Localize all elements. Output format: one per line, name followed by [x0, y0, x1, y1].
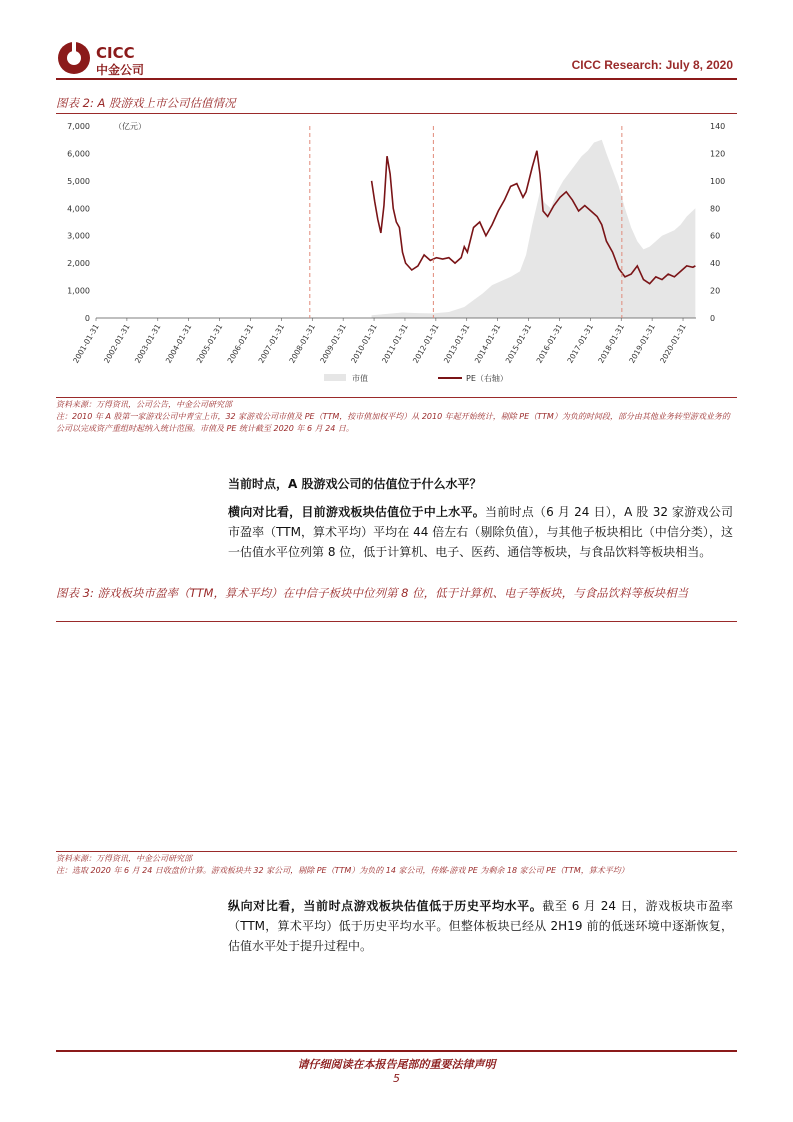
- x-tick-label: 2012-01-31: [410, 322, 441, 365]
- footer-divider: [56, 1050, 737, 1052]
- y-left-tick-label: 3,000: [67, 231, 90, 241]
- y-right-tick-label: 80: [710, 204, 721, 214]
- y-right-tick-label: 40: [710, 259, 721, 269]
- y-unit-label: （亿元）: [114, 122, 146, 131]
- x-tick-label: 2007-01-31: [256, 322, 287, 365]
- x-tick-label: 2005-01-31: [194, 322, 225, 365]
- figure3-title: 图表 3: 游戏板块市盈率（TTM，算术平均）在中信子板块中位列第 8 位，低于计算机、电子等板块，与食品饮料等板块相当: [56, 586, 689, 600]
- section-question: 当前时点，A 股游戏公司的估值位于什么水平？: [228, 477, 482, 491]
- y-left-tick-label: 6,000: [67, 149, 90, 159]
- figure3-title-rule: [56, 621, 737, 622]
- header-divider: [56, 78, 737, 80]
- paragraph-horizontal: [228, 502, 733, 562]
- paragraph-vertical-text: 截至 6 月 24 日，游戏板块市盈率（TTM，算术平均）低于历史平均水平。但整体板块已经从 2H19 前的低迷环境中逐渐恢复，估值水平处于提升过程中。: [228, 899, 733, 953]
- report-header: CICC Research: July 8, 2020: [571, 58, 733, 72]
- x-tick-label: 2016-01-31: [534, 322, 565, 365]
- y-left-tick-label: 2,000: [67, 259, 90, 269]
- x-tick-label: 2009-01-31: [318, 322, 348, 365]
- x-tick-label: 2008-01-31: [287, 322, 318, 365]
- y-left-tick-label: 4,000: [67, 204, 90, 214]
- x-tick-label: 2004-01-31: [163, 322, 194, 365]
- x-tick-label: 2017-01-31: [565, 322, 596, 365]
- figure2-bottom-rule: [56, 397, 737, 398]
- logo-en: CICC: [96, 44, 135, 62]
- y-right-tick-label: 0: [710, 314, 716, 323]
- x-tick-label: 2015-01-31: [503, 322, 534, 365]
- y-right-tick-label: 120: [710, 149, 726, 159]
- paragraph-horizontal-text: 当前时点（6 月 24 日），A 股 32 家游戏公司市盈率（TTM，算术平均）平均在 44 倍左右（剔除负值），与其他子板块相比（中信分类），这一估值水平位列第 8 位，低于计算机、电子、医药、通信等板块，与食品饮料等板块相当。: [228, 505, 733, 559]
- logo-cn: 中金公司: [96, 63, 145, 77]
- figure2-title: 图表 2: A 股游戏上市公司估值情况: [56, 96, 236, 110]
- x-tick-label: 2013-01-31: [441, 322, 472, 365]
- x-tick-label: 2002-01-31: [102, 322, 132, 365]
- x-tick-label: 2019-01-31: [627, 322, 657, 365]
- legal-disclaimer: 请仔细阅读在本报告尾部的重要法律声明: [297, 1058, 496, 1071]
- y-right-tick-label: 60: [710, 231, 721, 241]
- paragraph-vertical: [228, 896, 733, 956]
- cicc-logo: [56, 38, 176, 78]
- y-right-tick-label: 140: [710, 122, 726, 131]
- x-tick-label: 2011-01-31: [380, 322, 410, 365]
- y-left-tick-label: 5,000: [67, 176, 90, 186]
- paragraph-horizontal-lead: 横向对比看，目前游戏板块估值位于中上水平。: [228, 505, 485, 519]
- x-tick-label: 2010-01-31: [349, 322, 379, 365]
- x-tick-label: 2018-01-31: [596, 322, 626, 365]
- valuation-history-chart: [56, 114, 737, 394]
- page-number: 5: [393, 1072, 400, 1085]
- x-tick-label: 2014-01-31: [472, 322, 503, 365]
- x-tick-label: 2001-01-31: [71, 322, 101, 365]
- legend-pe: PE（右轴）: [466, 374, 508, 383]
- paragraph-vertical-lead: 纵向对比看，当前时点游戏板块估值低于历史平均水平。: [228, 899, 543, 913]
- figure2-note: 注：2010 年 A 股第一家游戏公司中青宝上市，32 家游戏公司市值及 PE（TTM，按市值加权平均）从 2010 年起开始统计，剔除 PE（TTM）为负的时间段，部分由其他业务转型游戏业务的公司以完成资产重组时起纳入统计范围。市值及 PE 统计截至 2020 年 6 月 24 日。: [56, 412, 730, 433]
- x-tick-label: 2003-01-31: [132, 322, 163, 365]
- x-tick-label: 2006-01-31: [225, 322, 256, 365]
- y-right-tick-label: 100: [710, 176, 726, 186]
- figure3-source: 资料来源：万得资讯，中金公司研究部: [56, 854, 192, 863]
- y-left-tick-label: 0: [84, 314, 90, 323]
- market-cap-area: [372, 140, 696, 318]
- figure2-source: 资料来源：万得资讯，公司公告，中金公司研究部: [56, 400, 232, 409]
- x-tick-label: 2020-01-31: [658, 322, 688, 365]
- pe-by-sector-chart: [56, 624, 737, 844]
- y-left-tick-label: 7,000: [67, 122, 90, 131]
- figure3-note: 注：选取 2020 年 6 月 24 日收盘价计算。游戏板块共 32 家公司，剔除 PE（TTM）为负的 14 家公司，传媒-游戏 PE 为剩余 18 家公司 PE（TTM，算术平均）: [56, 866, 629, 875]
- y-right-tick-label: 20: [710, 286, 721, 296]
- legend-swatch-market-cap: [324, 374, 346, 381]
- y-left-tick-label: 1,000: [67, 286, 90, 296]
- legend-market-cap: 市值: [352, 374, 368, 383]
- figure3-bottom-rule: [56, 851, 737, 852]
